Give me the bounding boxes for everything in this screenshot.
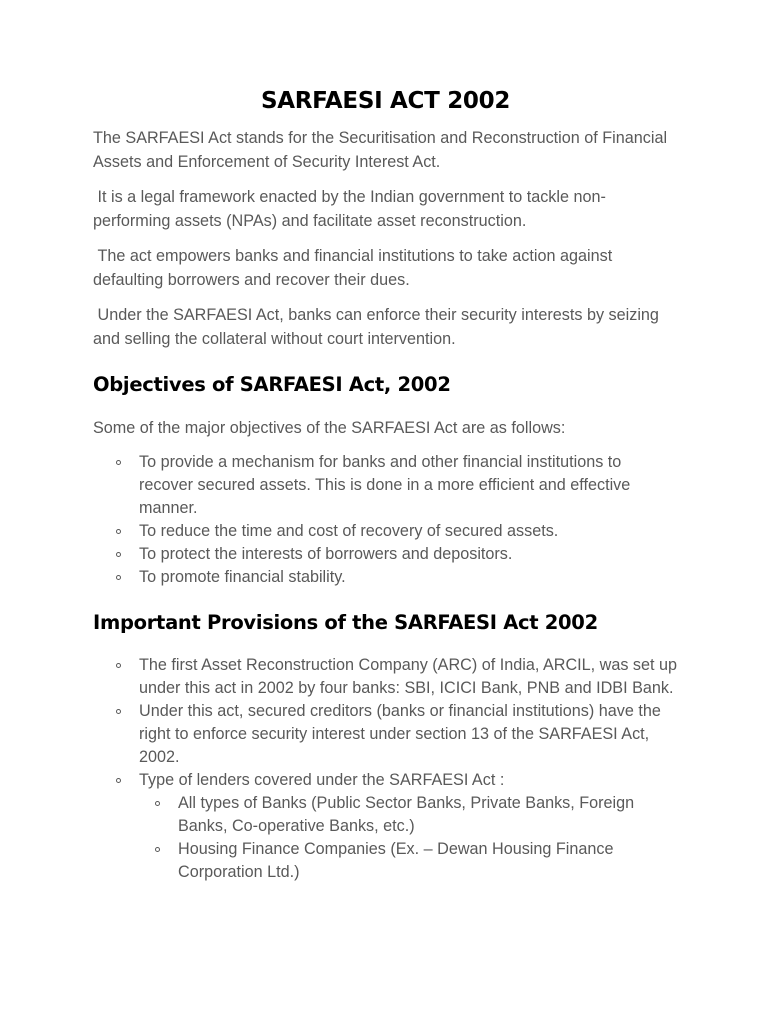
list-item (139, 769, 678, 792)
circle-bullet-icon (116, 529, 121, 534)
list-item-text: All types of Banks (Public Sector Banks, Private Banks, Foreign Banks, Co-operative Banks, etc.) (178, 794, 635, 835)
intro-paragraph: Under the SARFAESI Act, banks can enforce their security interests by seizing and selling the collateral without court intervention. (93, 306, 664, 348)
objectives-heading: Objectives of SARFAESI Act, 2002 (93, 373, 451, 396)
list-item-text: To protect the interests of borrowers and depositors. (139, 545, 513, 563)
document-page (93, 88, 678, 884)
circle-bullet-icon (116, 552, 121, 557)
list-item (139, 566, 678, 589)
circle-bullet-icon (116, 663, 121, 668)
intro-paragraph: It is a legal framework enacted by the Indian government to tackle non-performing assets (NPAs) and facilitate asset reconstruction. (93, 188, 606, 230)
intro-paragraph: The act empowers banks and financial institutions to take action against defaulting borrowers and recover their dues. (93, 247, 617, 289)
list-item-text: Type of lenders covered under the SARFAESI Act : (139, 771, 505, 789)
list-item (178, 838, 678, 884)
list-item-text: Housing Finance Companies (Ex. – Dewan Housing Finance Corporation Ltd.) (178, 840, 614, 881)
circle-bullet-icon (116, 460, 121, 465)
list-item-text: To provide a mechanism for banks and other financial institutions to recover secured assets. This is done in a more efficient and effective manner. (139, 453, 631, 517)
list-item (139, 654, 678, 700)
circle-bullet-icon (116, 575, 121, 580)
circle-bullet-icon (155, 801, 160, 806)
list-item-text: To reduce the time and cost of recovery of secured assets. (139, 522, 559, 540)
document-title: SARFAESI ACT 2002 (260, 88, 511, 114)
provisions-list (93, 654, 678, 792)
objectives-list (93, 451, 678, 589)
circle-bullet-icon (116, 778, 121, 783)
list-item (139, 520, 678, 543)
list-item (178, 792, 678, 838)
provisions-heading: Important Provisions of the SARFAESI Act 2002 (93, 611, 598, 634)
list-item-text: Under this act, secured creditors (banks or financial institutions) have the right to enforce security interest under section 13 of the SARFAESI Act, 2002. (139, 702, 661, 766)
objectives-lead: Some of the major objectives of the SARFAESI Act are as follows: (93, 419, 566, 437)
list-item-text: The first Asset Reconstruction Company (ARC) of India, ARCIL, was set up under this act in 2002 by four banks: SBI, ICICI Bank, PNB and IDBI Bank. (139, 656, 678, 697)
lender-types-list (93, 792, 678, 884)
list-item (139, 451, 678, 520)
list-item (139, 543, 678, 566)
circle-bullet-icon (116, 709, 121, 714)
list-item (139, 700, 678, 769)
intro-paragraph: The SARFAESI Act stands for the Securitisation and Reconstruction of Financial Assets and Enforcement of Security Interest Act. (93, 129, 668, 171)
circle-bullet-icon (155, 847, 160, 852)
list-item-text: To promote financial stability. (139, 568, 346, 586)
